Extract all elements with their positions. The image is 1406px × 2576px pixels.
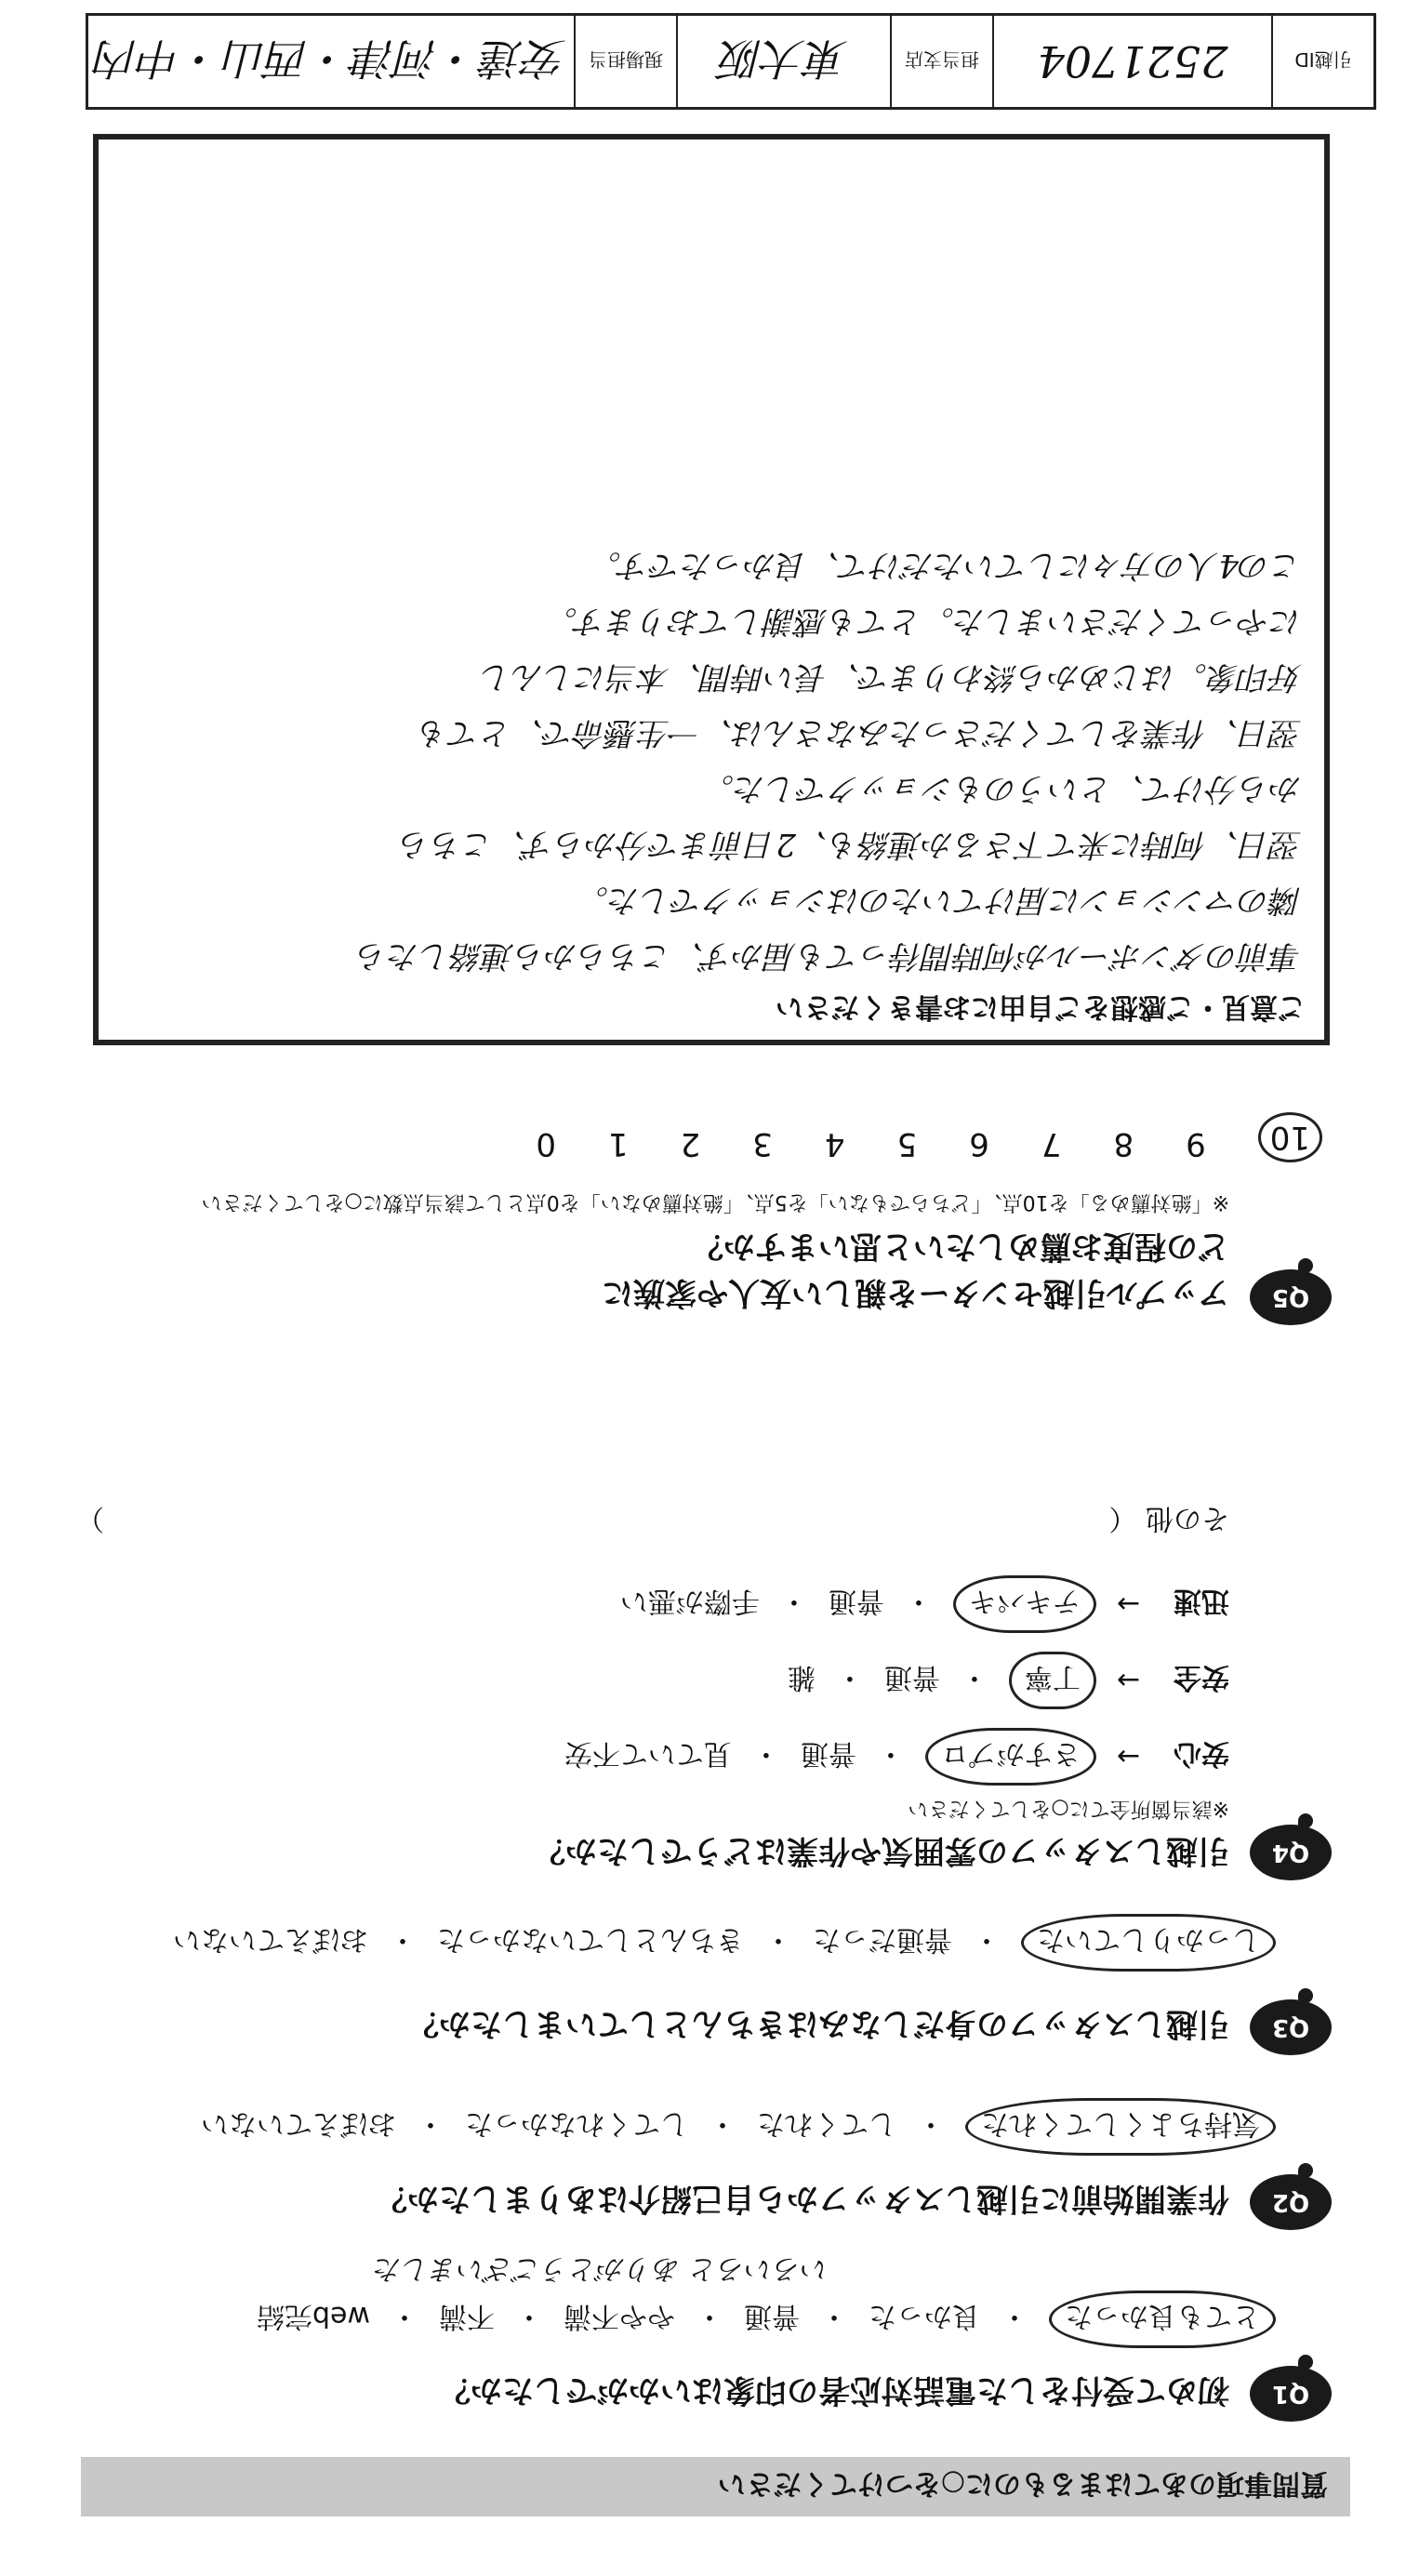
comment-line: 翌日、作業をしてくださったみなさんは、一生懸命で、とても [417, 714, 1302, 751]
q5-score[interactable]: 3 [752, 1125, 773, 1162]
q5-note: ※「絶対薦める」を10点、「どちらでもない」を5点、「絶対薦めない」を0点として該当点数に○をしてください [201, 1190, 1229, 1214]
q1-option[interactable]: web完結 [256, 2300, 370, 2332]
q4-other-label: その他 [1146, 1502, 1229, 1534]
q4-badge: Q4 [1250, 1825, 1332, 1880]
staff-label: 現場担当 [574, 16, 676, 107]
q1-option[interactable]: やや不満 [564, 2300, 675, 2332]
q5-score[interactable]: 5 [896, 1125, 918, 1162]
q1-option[interactable]: 普通 [744, 2300, 800, 2332]
q2-options: 気持ちよくしてくれた ・ してくれた ・ してくれなかった ・ おぼえていない [201, 2098, 1276, 2156]
comment-line: 隣のマンションに届けていたのはショックでした。 [577, 882, 1302, 919]
q5-badge: Q5 [1250, 1269, 1332, 1325]
q4-other-paren-open: （ [1108, 1502, 1137, 1534]
q4-option[interactable]: 見ていて不安 [564, 1737, 732, 1770]
q5-score[interactable]: 9 [1186, 1125, 1206, 1162]
q5-text-line1: アップル引越センターを親しい友人や家族に [602, 1274, 1229, 1311]
q4-row-label: 迅速 [1174, 1585, 1229, 1617]
q4-text: 引越しスタッフの雰囲気や作業はどうでしたか？ [534, 1832, 1229, 1869]
q4-option[interactable]: 手際が悪い [619, 1585, 760, 1617]
q4-other-paren-close: ） [76, 1502, 104, 1534]
q4-option[interactable]: 丁寧 [1009, 1652, 1096, 1709]
q2-option[interactable]: おぼえていない [201, 2107, 396, 2140]
comment-line: にやってくださいました。とても感謝しております。 [545, 603, 1302, 640]
branch-value: 東大阪 [676, 16, 890, 107]
id-value: 2521704 [992, 16, 1271, 107]
q1-option[interactable]: 良かった [869, 2300, 980, 2332]
instruction-bar [81, 2457, 1350, 2516]
q5-score[interactable]: 10 [1258, 1112, 1322, 1162]
q5-score[interactable]: 8 [1113, 1125, 1134, 1162]
q5-score[interactable]: 1 [607, 1125, 629, 1162]
q5-text-line2: どの程度お薦めしたいと思いますか？ [692, 1228, 1229, 1265]
staff-value: 安達・河津・西山・中内 [96, 33, 566, 84]
q1-option[interactable]: とても良かった [1049, 2291, 1276, 2348]
comment-line: 翌日、何時に来て下さるか連絡も、2日前まで分からず、こちら [399, 826, 1302, 863]
comment-line: から分けて、というのもショックでした。 [702, 770, 1302, 807]
q2-option[interactable]: 気持ちよくしてくれた [965, 2098, 1276, 2156]
q3-option[interactable]: きちんとしていなかった [437, 1923, 744, 1956]
q5-score[interactable]: 7 [1041, 1125, 1062, 1162]
q3-options: しっかりしていた ・ 普通だった ・ きちんとしていなかった ・ おぼえていない [173, 1914, 1276, 1972]
q4-note: ※該当箇所全てに○をしてください [908, 1797, 1229, 1820]
q3-option[interactable]: しっかりしていた [1021, 1914, 1276, 1972]
header-table [86, 13, 1376, 110]
q4-option[interactable]: テキパキ [953, 1575, 1096, 1633]
q2-option[interactable]: してくれた [757, 2107, 896, 2140]
q3-text: 引越しスタッフの身だしなみはきちんとしていましたか？ [407, 2005, 1229, 2042]
q1-badge: Q1 [1250, 2366, 1332, 2422]
q2-badge: Q2 [1250, 2174, 1332, 2230]
q5-score[interactable]: 2 [680, 1125, 701, 1162]
comment-line: 好印象。はじめから終わりまで、長い時間、本当にしんし [480, 658, 1302, 696]
q2-option[interactable]: してくれなかった [465, 2107, 688, 2140]
q1-handwritten: いろいろと ありがとうございました [374, 2252, 829, 2285]
q4-option[interactable]: 普通 [800, 1737, 856, 1770]
q3-option[interactable]: おぼえていない [173, 1923, 368, 1956]
q4-option[interactable]: 普通 [883, 1661, 940, 1693]
q4-option[interactable]: 雑 [787, 1661, 816, 1693]
comment-line: この4人の方々にしていただけて、良かったです。 [589, 547, 1302, 584]
q5-score[interactable]: 0 [536, 1125, 556, 1162]
q4-row-anshin: 安心 → さすがプロ ・ 普通 ・ 見ていて不安 [564, 1728, 1229, 1786]
branch-label: 担当支店 [890, 16, 992, 107]
instruction-text: 質問事項のあてはまるものに○をつけてください [717, 2467, 1328, 2500]
q5-score[interactable]: 4 [824, 1125, 845, 1162]
q1-text: 初めて受付をした電話対応者の印象はいかがでしたか？ [439, 2371, 1229, 2409]
q4-row-label: 安心 [1174, 1737, 1229, 1770]
comment-box[interactable] [93, 134, 1330, 1045]
q4-option[interactable]: さすがプロ [925, 1728, 1096, 1786]
comment-line: 事前のダンボールが何時間待っても届かず、こちらから連絡したら [356, 937, 1302, 975]
q5-score[interactable]: 6 [969, 1125, 989, 1162]
q4-row-jinsoku: 迅速 → テキパキ ・ 普通 ・ 手際が悪い [620, 1575, 1229, 1633]
q4-other-row [76, 1501, 1229, 1542]
q4-option[interactable]: 普通 [828, 1585, 884, 1617]
q2-text: 作業開始前に引越しスタッフから自己紹介はありましたか？ [376, 2180, 1229, 2217]
q3-badge: Q3 [1250, 1999, 1332, 2055]
q4-row-anzen: 安全 → 丁寧 ・ 普通 ・ 雑 [788, 1652, 1229, 1709]
q1-options: とても良かった ・ 良かった ・ 普通 ・ やや不満 ・ 不満 ・ web完結 [257, 2291, 1276, 2348]
id-label: 引越ID [1271, 16, 1373, 107]
q3-option[interactable]: 普通だった [813, 1923, 952, 1956]
q4-row-label: 安全 [1174, 1661, 1229, 1693]
q1-option[interactable]: 不満 [439, 2300, 495, 2332]
comment-label: ご意見・ご感想をご自由にお書きください [776, 990, 1306, 1023]
q5-scale [536, 1112, 1322, 1162]
